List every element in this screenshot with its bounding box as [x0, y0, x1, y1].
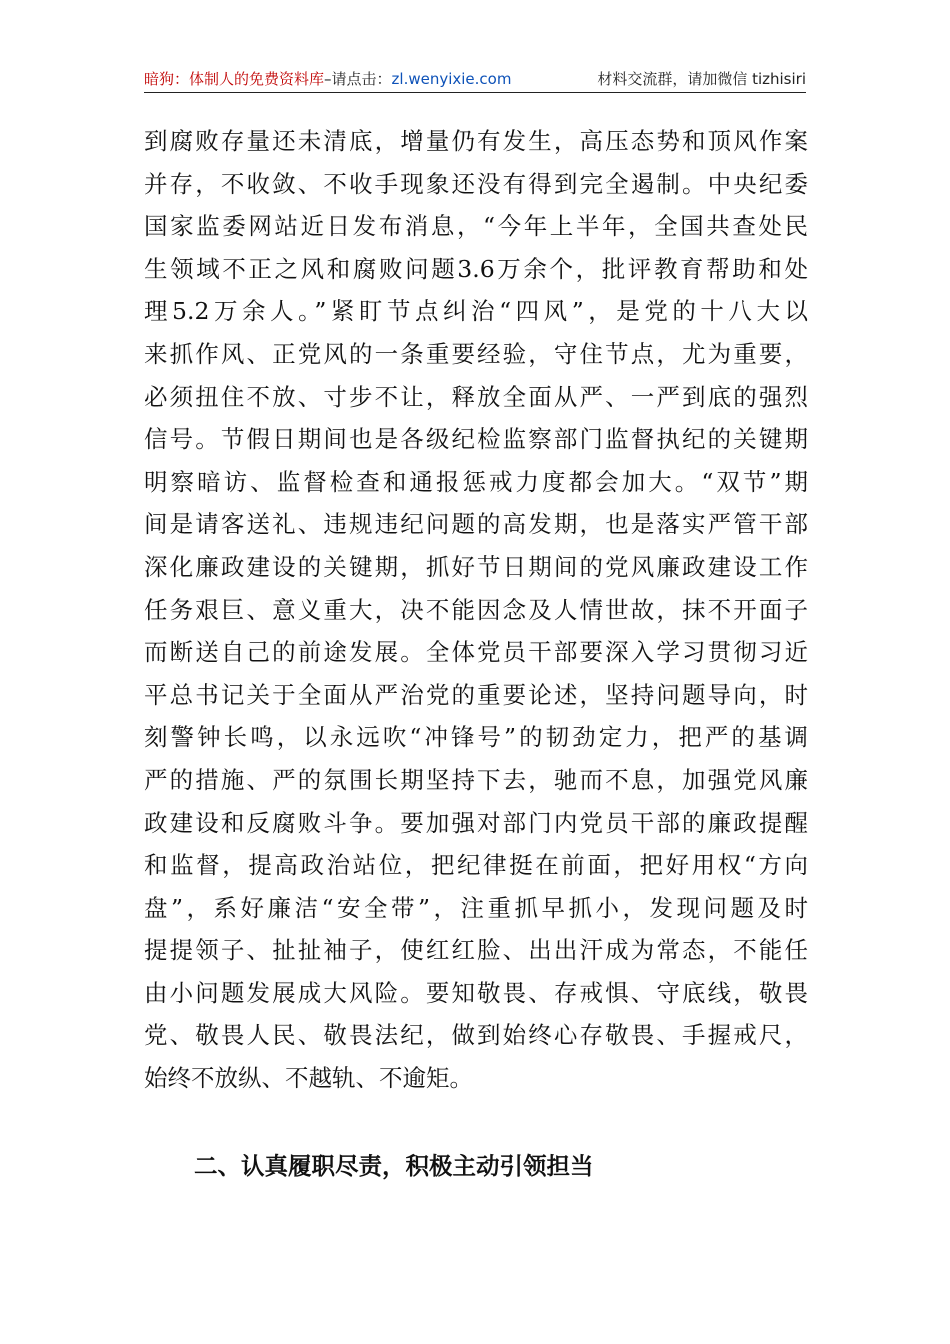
body-line: 并存，不收敛、不收手现象还没有得到完全遏制。中央纪委 [144, 169, 808, 198]
body-line: 深化廉政建设的关键期，抓好节日期间的党风廉政建设工作 [144, 552, 808, 581]
body-line: 平总书记关于全面从严治党的重要论述，坚持问题导向，时 [144, 680, 808, 709]
body-line: 政建设和反腐败斗争。要加强对部门内党员干部的廉政提醒 [144, 808, 808, 837]
header-link[interactable]: zl.wenyixie.com [391, 70, 512, 88]
page-header [144, 66, 806, 93]
header-group-note: 材料交流群，请加微信 tizhisiri [597, 70, 806, 88]
body-line: 到腐败存量还未清底，增量仍有发生，高压态势和顶风作案 [144, 127, 808, 155]
body-line: 必须扭住不放、寸步不让，释放全面从严、一严到底的强烈 [144, 382, 808, 411]
body-line: 始终不放纵、不越轨、不逾矩。 [144, 1064, 473, 1093]
body-line: 刻警钟长鸣，以永远吹“冲锋号”的韧劲定力，把严的基调 [144, 723, 808, 752]
body-line: 间是请客送礼、违规违纪问题的高发期，也是落实严管干部 [144, 510, 808, 539]
body-line: 理5.2万余人。”紧盯节点纠治“四风”，是党的十八大以 [144, 297, 808, 326]
body-line: 生领域不正之风和腐败问题3.6万余个，批评教育帮助和处 [144, 254, 808, 283]
header-click-prompt: –请点击： [324, 70, 392, 88]
section-heading: 二、认真履职尽责，积极主动引领担当 [194, 1152, 594, 1180]
document-body [144, 120, 808, 1100]
body-line: 信号。节假日期间也是各级纪检监察部门监督执纪的关键期 [144, 425, 808, 454]
body-line: 严的措施、严的氛围长期坚持下去，驰而不息，加强党风廉 [144, 765, 808, 794]
body-line: 而断送自己的前途发展。全体党员干部要深入学习贯彻习近 [144, 638, 808, 667]
body-line: 盘”，系好廉洁“安全带”，注重抓早抓小，发现问题及时 [144, 893, 808, 922]
body-line: 提提领子、扯扯袖子，使红红脸、出出汗成为常态，不能任 [144, 936, 808, 965]
body-line: 来抓作风、正党风的一条重要经验，守住节点，尤为重要， [144, 339, 808, 368]
body-line: 任务艰巨、意义重大，决不能因念及人情世故，抹不开面子 [144, 595, 808, 624]
body-line: 党、敬畏人民、敬畏法纪，做到始终心存敬畏、手握戒尺， [144, 1021, 808, 1050]
body-line: 国家监委网站近日发布消息，“今年上半年，全国共查处民 [144, 212, 808, 241]
body-line: 和监督，提高政治站位，把纪律挺在前面，把好用权“方向 [144, 851, 808, 880]
body-line: 明察暗访、监督检查和通报惩戒力度都会加大。“双节”期 [144, 467, 808, 496]
body-line: 由小问题发展成大风险。要知敬畏、存戒惧、守底线，敬畏 [144, 978, 808, 1007]
header-brand: 暗狗：体制人的免费资料库 [144, 70, 325, 88]
